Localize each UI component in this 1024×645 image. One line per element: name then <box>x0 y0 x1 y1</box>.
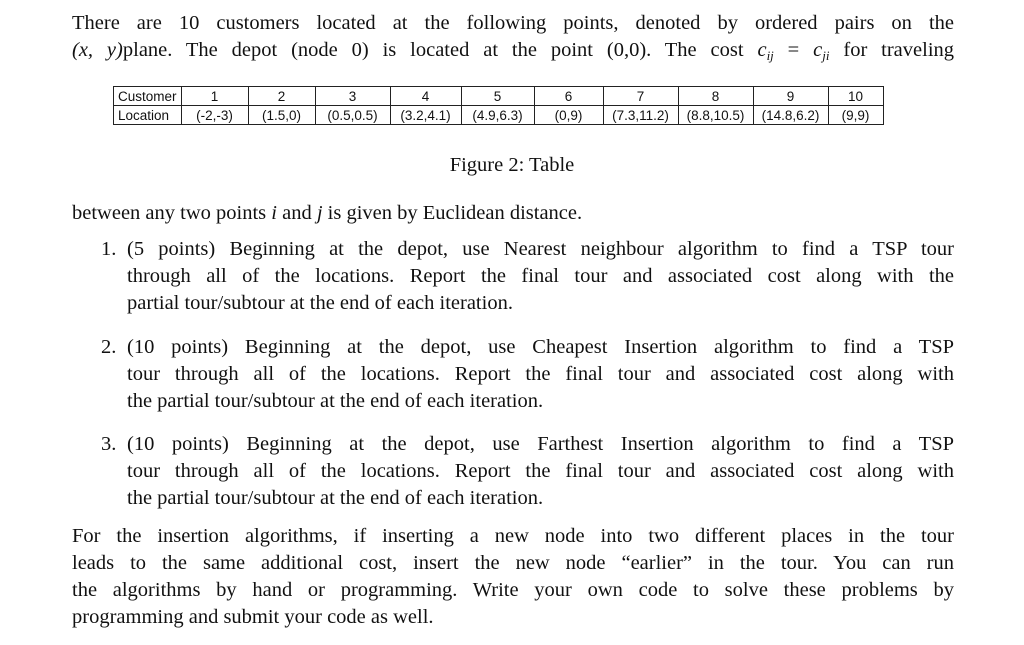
question-line: the partial tour/subtour at the end of each iteration. <box>127 487 544 509</box>
table-cell: (4.9,6.3) <box>461 106 534 125</box>
closing-line: leads to the same additional cost, insert the new node “earlier” in the tour. You can run <box>72 552 954 574</box>
question-line: (5 points) Beginning at the depot, use Nearest neighbour algorithm to find a TSP tour <box>127 238 954 260</box>
question-line: (10 points) Beginning at the depot, use Cheapest Insertion algorithm to find a TSP <box>127 336 954 358</box>
intro-line-2: (x, y)plane. The depot (node 0) is located at the point (0,0). The cost $c_{ij} = c_{ji}$ for traveling <box>72 39 955 63</box>
closing-line: the algorithms by hand or programming. Write your own code to solve these problems by <box>72 579 954 601</box>
question-number: 3. <box>101 433 117 455</box>
closing-line: For the insertion algorithms, if inserting a new node into two different places in the tour <box>72 525 954 547</box>
customer-location-table <box>113 86 884 125</box>
table-cell: 3 <box>315 87 390 106</box>
cost-symbol: c <box>757 39 767 61</box>
table-row-location <box>114 106 884 125</box>
table-cell: 4 <box>390 87 461 106</box>
distance-text-c: is given by Euclidean distance. <box>322 202 583 224</box>
intro-paragraph <box>72 10 954 69</box>
table-cell: 5 <box>461 87 534 106</box>
table-cell: 6 <box>534 87 603 106</box>
table-cell: (14.8,6.2) <box>753 106 828 125</box>
cost-subscript-ij: ij <box>766 48 774 63</box>
intro-line-1: There are 10 customers located at the following points, denoted by ordered pairs on the <box>72 12 954 34</box>
equals-sign: = <box>773 39 814 61</box>
question-body <box>127 431 954 512</box>
question-line: (10 points) Beginning at the depot, use Farthest Insertion algorithm to find a TSP <box>127 433 954 455</box>
table-cell: (1.5,0) <box>248 106 315 125</box>
table-cell: 2 <box>248 87 315 106</box>
table-cell: (3.2,4.1) <box>390 106 461 125</box>
question-line: through all of the locations. Report the final tour and associated cost along with the <box>127 265 954 287</box>
closing-paragraph <box>72 523 954 631</box>
distance-sentence <box>72 200 954 227</box>
table-cell: (7.3,11.2) <box>603 106 678 125</box>
table-cell: 10 <box>828 87 883 106</box>
question-line: tour through all of the locations. Report the final tour and associated cost along with <box>127 363 954 385</box>
question-body <box>127 334 954 415</box>
question-line: tour through all of the locations. Report the final tour and associated cost along with <box>127 460 954 482</box>
table-cell: (9,9) <box>828 106 883 125</box>
question-line: the partial tour/subtour at the end of each iteration. <box>127 390 544 412</box>
distance-text-b: and <box>276 202 317 224</box>
distance-line <box>72 200 954 227</box>
cost-subscript-ji: ji <box>822 48 830 63</box>
table-row-customer <box>114 87 884 106</box>
var-j: j <box>316 202 323 224</box>
table-cell: 8 <box>678 87 753 106</box>
question-body <box>127 236 954 317</box>
table-cell: (8.8,10.5) <box>678 106 753 125</box>
closing-line: programming and submit your code as well. <box>72 606 434 628</box>
table-cell: (-2,-3) <box>181 106 248 125</box>
var-i: i <box>271 202 277 224</box>
table-cell: 7 <box>603 87 678 106</box>
table-cell: (0,9) <box>534 106 603 125</box>
question-number: 1. <box>101 238 117 260</box>
row-header-location: Location <box>114 106 182 125</box>
table-cell: (0.5,0.5) <box>315 106 390 125</box>
intro-line-2-tail: for traveling <box>829 39 955 61</box>
table-cell: 1 <box>181 87 248 106</box>
distance-text-a: between any two points <box>72 202 272 224</box>
row-header-customer: Customer <box>114 87 182 106</box>
question-line: partial tour/subtour at the end of each iteration. <box>127 292 513 314</box>
question-number: 2. <box>101 336 117 358</box>
figure-caption: Figure 2: Table <box>449 154 575 176</box>
intro-line-2-text: plane. The depot (node 0) is located at the point (0,0). The cost <box>122 39 758 61</box>
table-cell: 9 <box>753 87 828 106</box>
cost-symbol-2: c <box>813 39 823 61</box>
